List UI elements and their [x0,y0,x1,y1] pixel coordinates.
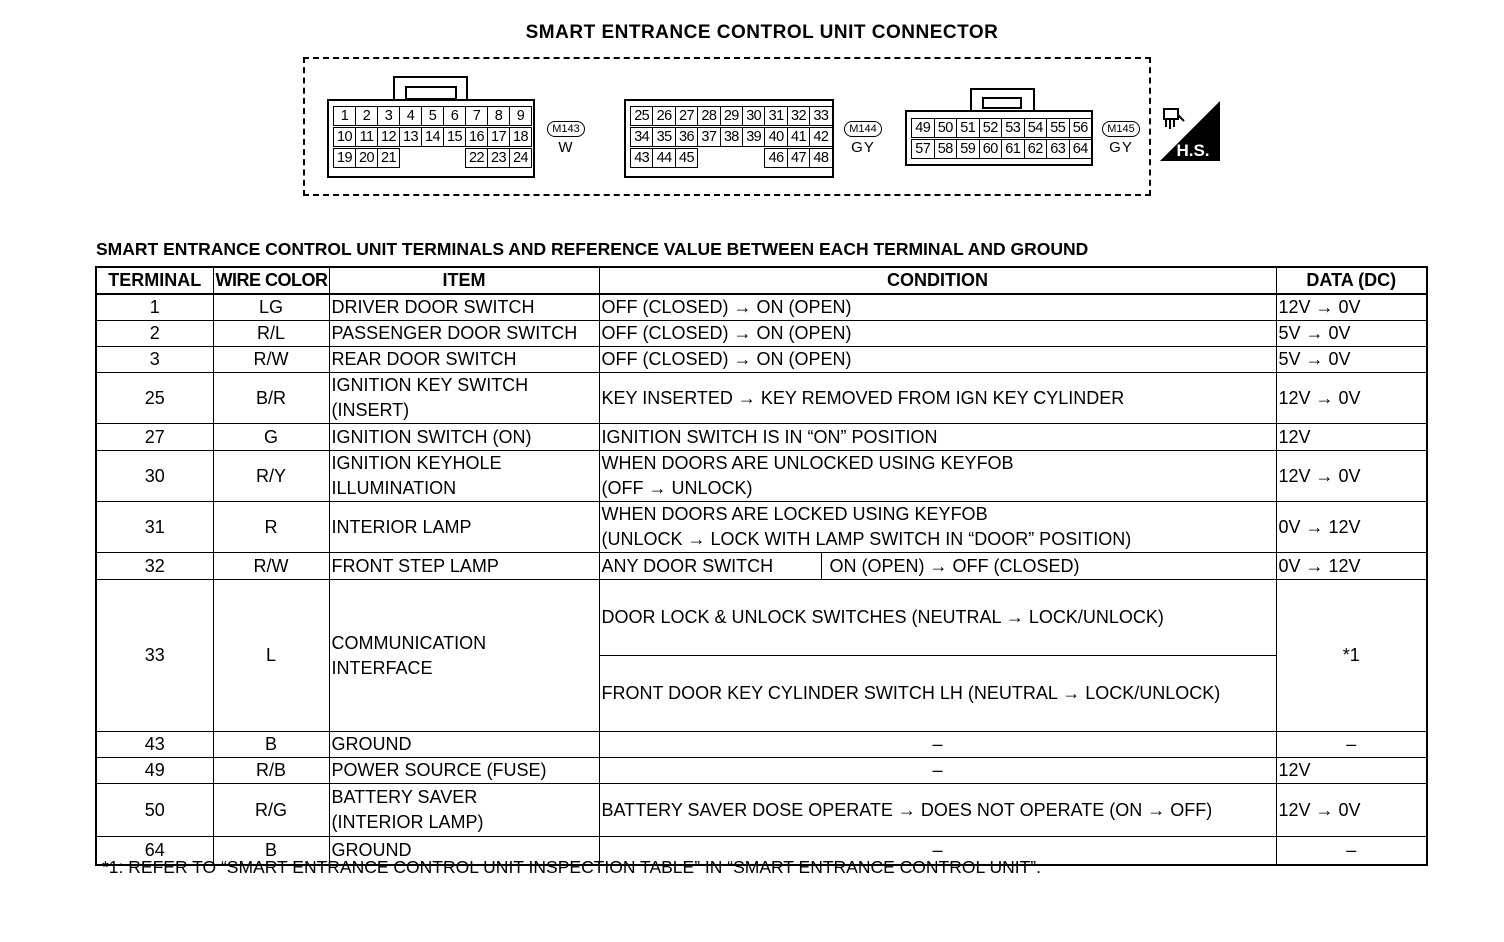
connector-pin: 17 [487,127,510,147]
connector-pin: 41 [787,127,810,147]
condition-cell: DOOR LOCK & UNLOCK SWITCHES (NEUTRAL → LOCK/UNLOCK) [599,580,1276,656]
condition-line: IGNITION SWITCH IS IN “ON” POSITION [601,426,938,447]
connector-pin: 31 [764,106,787,126]
item-line: REAR DOOR SWITCH [331,349,517,369]
item-cell [329,784,599,837]
item-line: IGNITION KEY SWITCH [331,375,529,395]
connector-pin: 52 [979,118,1003,138]
connector-m145-label: M145 GY [1098,119,1144,156]
hs-label: H.S. [1176,141,1210,160]
connector-pin: 11 [355,127,378,147]
condition-cell [599,758,1276,784]
connector-pin: 32 [787,106,810,126]
connector-pin: 43 [630,148,653,168]
data-cell: 12V → 0V [1276,294,1427,321]
table-row [96,502,1427,553]
connector-m143-label: M143 W [542,119,590,156]
wire-color-cell: R/Y [213,451,329,502]
condition-cell: ON (OPEN) → OFF (CLOSED) [821,553,1276,580]
condition-line: KEY INSERTED → KEY REMOVED FROM IGN KEY CYLINDER [601,387,1125,408]
item-cell [329,580,599,732]
connector-pin: 55 [1046,118,1070,138]
connector-pin: 58 [934,139,958,159]
table-subtitle: SMART ENTRANCE CONTROL UNIT TERMINALS AND REFERENCE VALUE BETWEEN EACH TERMINAL AND GROUND [96,239,1089,259]
connector-m143 [327,99,535,178]
wire-color-cell: B [213,837,329,866]
connector-pin: 46 [764,148,787,168]
connector-pin: 35 [652,127,675,147]
item-cell [329,321,599,347]
connector-pin: 5 [421,106,444,126]
item-line: ILLUMINATION [331,478,457,498]
connector-pin: 20 [355,148,378,168]
connector-pin: 63 [1046,139,1070,159]
condition-cell [599,502,1276,553]
terminal-cell: 43 [96,732,213,758]
terminal-table [95,266,1428,866]
connector-pin: 30 [742,106,765,126]
table-header-row [96,267,1427,294]
item-cell [329,451,599,502]
item-cell [329,373,599,424]
wire-color-cell: R/B [213,758,329,784]
harness-side-icon [1160,101,1220,161]
connector-pin: 14 [421,127,444,147]
data-cell: 12V [1276,758,1427,784]
condition-line: OFF (CLOSED) → ON (OPEN) [601,297,852,317]
terminal-cell: 27 [96,424,213,451]
table-row [96,347,1427,373]
connector-pin: 19 [333,148,356,168]
terminal-cell: 50 [96,784,213,837]
data-cell: 0V → 12V [1276,502,1427,553]
data-cell: 12V → 0V [1276,451,1427,502]
condition-cell [599,294,1276,321]
data-cell: *1 [1276,580,1427,732]
connector-m144-label: M144 GY [839,119,887,156]
wire-color-cell: LG [213,294,329,321]
data-cell: 5V → 0V [1276,347,1427,373]
connector-pin: 6 [443,106,466,126]
item-cell [329,424,599,451]
item-line: IGNITION KEYHOLE [331,453,502,473]
connector-pin: 48 [809,148,832,168]
table-row [96,784,1427,837]
connector-pin: 60 [979,139,1003,159]
connector-pin: 42 [809,127,832,147]
connector-pin: 51 [956,118,980,138]
terminal-cell: 31 [96,502,213,553]
wire-color-cell: R [213,502,329,553]
item-cell [329,347,599,373]
item-line: (INSERT) [331,400,410,420]
condition-line: OFF (CLOSED) → ON (OPEN) [601,349,852,369]
column-header: ITEM [329,267,599,294]
item-cell [329,294,599,321]
data-cell: 12V [1276,424,1427,451]
terminal-cell: 30 [96,451,213,502]
item-line: COMMUNICATION [331,632,487,653]
terminal-cell: 3 [96,347,213,373]
connector-pin: 12 [377,127,400,147]
connector-pin: 45 [675,148,698,168]
item-line: GROUND [331,734,412,754]
connector-pin: 10 [333,127,356,147]
condition-line: – [932,734,943,754]
connector-pin: 7 [465,106,488,126]
item-cell [329,502,599,553]
connector-pin: 27 [675,106,698,126]
connector-pin: 40 [764,127,787,147]
connector-pin: 50 [934,118,958,138]
connector-pin: 37 [697,127,720,147]
connector-pin: 25 [630,106,653,126]
terminal-cell: 33 [96,580,213,732]
connector-pin: 8 [487,106,510,126]
condition-cell [599,321,1276,347]
connector-pin: 18 [509,127,532,147]
terminal-cell: 25 [96,373,213,424]
connector-pin: 47 [787,148,810,168]
wire-color-cell: R/G [213,784,329,837]
table-row [96,451,1427,502]
condition-cell [599,347,1276,373]
column-header: DATA (DC) [1276,267,1427,294]
condition-line: (OFF → UNLOCK) [601,478,753,498]
connector-pin: 56 [1069,118,1093,138]
item-line: FRONT STEP LAMP [331,555,499,576]
condition-cell [599,373,1276,424]
connector-pin: 1 [333,106,356,126]
item-line: (INTERIOR LAMP) [331,812,484,832]
item-line: INTERFACE [331,657,433,678]
wire-color-cell: R/W [213,553,329,580]
condition-line: – [932,760,943,780]
connector-pin: 33 [809,106,832,126]
terminal-cell: 2 [96,321,213,347]
item-line: POWER SOURCE (FUSE) [331,760,547,780]
column-header: WIRE COLOR [213,267,329,294]
connector-pin: 28 [697,106,720,126]
connector-pin: 9 [509,106,532,126]
connector-pin: 13 [399,127,422,147]
table-row [96,373,1427,424]
table-row [96,294,1427,321]
connector-pin: 24 [509,148,532,168]
connector-pin: 54 [1024,118,1048,138]
terminal-cell: 32 [96,553,213,580]
connector-pin: 49 [911,118,935,138]
connector-pin: 62 [1024,139,1048,159]
condition-cell [599,732,1276,758]
connector-pin: 57 [911,139,935,159]
connector-pin: 59 [956,139,980,159]
connector-pin: 44 [652,148,675,168]
condition-cell: ANY DOOR SWITCH [599,553,821,580]
connector-pin: 15 [443,127,466,147]
connector-pin: 38 [720,127,743,147]
footnote: *1: REFER TO “SMART ENTRANCE CONTROL UNIT INSPECTION TABLE” IN “SMART ENTRANCE CONTROL UNIT”. [102,857,1041,877]
connector-pin: 23 [487,148,510,168]
connector-pin: 4 [399,106,422,126]
table-row [96,580,1427,656]
table-row [96,321,1427,347]
connector-pin: 22 [465,148,488,168]
table-row [96,553,1427,580]
condition-cell: FRONT DOOR KEY CYLINDER SWITCH LH (NEUTRAL → LOCK/UNLOCK) [599,656,1276,732]
connector-pin: 39 [742,127,765,147]
wire-color-cell: B [213,732,329,758]
connector-pin: 61 [1001,139,1025,159]
data-cell: 0V → 12V [1276,553,1427,580]
item-line: DRIVER DOOR SWITCH [331,297,535,317]
item-cell [329,553,599,580]
connector-pin: 29 [720,106,743,126]
item-line: IGNITION SWITCH (ON) [331,426,532,447]
connector-pin: 26 [652,106,675,126]
wire-color-cell: R/W [213,347,329,373]
wire-color-cell: L [213,580,329,732]
column-header: CONDITION [599,267,1276,294]
page-title: SMART ENTRANCE CONTROL UNIT CONNECTOR [525,22,999,43]
condition-cell [599,424,1276,451]
data-cell: 12V → 0V [1276,373,1427,424]
condition-line: OFF (CLOSED) → ON (OPEN) [601,323,852,343]
terminal-cell: 49 [96,758,213,784]
connector-pin: 36 [675,127,698,147]
data-cell: – [1276,837,1427,866]
terminal-cell: 64 [96,837,213,866]
table-row [96,424,1427,451]
connector-pin: 34 [630,127,653,147]
item-cell [329,732,599,758]
connector-pin: 3 [377,106,400,126]
item-line: INTERIOR LAMP [331,516,472,537]
connector-m145 [905,110,1093,166]
table-row [96,758,1427,784]
item-line: BATTERY SAVER [331,787,478,807]
terminal-cell: 1 [96,294,213,321]
condition-cell [599,451,1276,502]
connector-pin: 2 [355,106,378,126]
wire-color-cell: B/R [213,373,329,424]
item-line: PASSENGER DOOR SWITCH [331,323,578,343]
data-cell: – [1276,732,1427,758]
connector-pin: 53 [1001,118,1025,138]
table-row [96,732,1427,758]
wire-color-cell: R/L [213,321,329,347]
condition-line: – [932,840,943,860]
connector-pin: 64 [1069,139,1093,159]
data-cell: 5V → 0V [1276,321,1427,347]
condition-line: (UNLOCK → LOCK WITH LAMP SWITCH IN “DOOR” POSITION) [601,529,1132,549]
condition-cell [599,784,1276,837]
wire-color-cell: G [213,424,329,451]
condition-line: WHEN DOORS ARE LOCKED USING KEYFOB [601,504,988,524]
connector-pin: 16 [465,127,488,147]
item-line: GROUND [331,840,412,860]
connector-pin: 21 [377,148,400,168]
condition-line: BATTERY SAVER DOSE OPERATE → DOES NOT OPERATE (ON → OFF) [601,799,1213,820]
column-header: TERMINAL [96,267,213,294]
connector-m144 [624,99,834,178]
item-cell [329,758,599,784]
data-cell: 12V → 0V [1276,784,1427,837]
condition-line: WHEN DOORS ARE UNLOCKED USING KEYFOB [601,453,1014,473]
